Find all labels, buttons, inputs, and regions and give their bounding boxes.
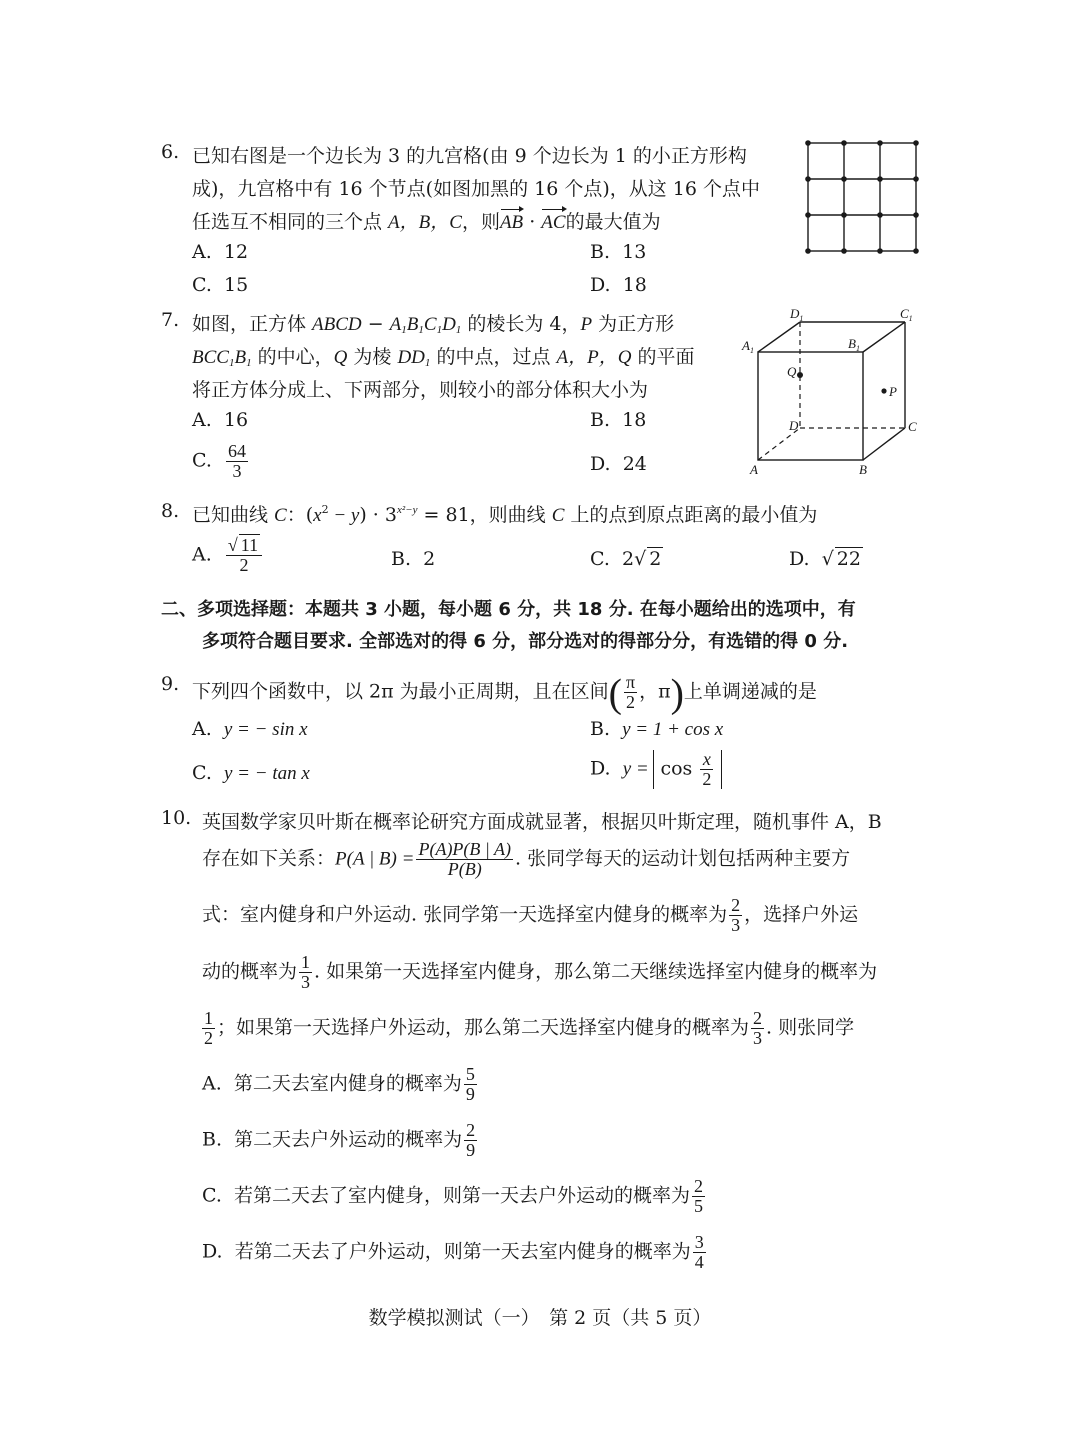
q6-option-c: C. 15	[192, 274, 249, 296]
q10-line4: 动的概率为 $\frac{1}{3}$ . 如果第一天选择室内健身，那么第二天继续选择室内健身的概率为	[202, 952, 878, 992]
cube-edge	[758, 322, 800, 352]
page-footer: 数学模拟测试（一） 第 2 页（共 5 页）	[368, 1307, 712, 1329]
vector-ac: AC	[541, 212, 566, 233]
q7-line2: $BCC_1B_1$ 的中心，Q 为棱 $DD_1$ 的中点，过点 A，P，Q 的平面	[192, 346, 695, 369]
q10-number: 10.	[161, 807, 192, 829]
q8-option-a: A. $\frac{√ 11}{2}$	[192, 536, 264, 575]
label-b1: $B_1$	[848, 336, 860, 353]
point-q	[797, 372, 803, 378]
cube-figure	[740, 302, 925, 482]
q6-option-d: D. 18	[590, 274, 647, 296]
q6-line3: 任选互不相同的三个点 A，B，C，则AB · AC的最大值为	[192, 211, 661, 233]
q7-line1: 如图，正方体 ABCD − $A_1B_1C_1D_1$ 的棱长为 4，P 为正方形	[192, 313, 675, 336]
q8-number: 8.	[161, 500, 180, 522]
q7-option-a: A. 16	[192, 409, 249, 431]
q10-option-c: C. 若第二天去了室内健身，则第一天去户外运动的概率为 $\frac{2}{5}$	[202, 1176, 704, 1216]
grid-outline	[808, 143, 916, 251]
q8-option-c: C. 2√ 2	[590, 548, 662, 570]
label-c: C	[908, 419, 917, 434]
grid-nodes	[805, 140, 919, 254]
q6-line1: 已知右图是一个边长为 3 的九宫格(由 9 个边长为 1 的小正方形构	[192, 145, 747, 167]
cube-front-face	[758, 352, 863, 460]
vector-ab: AB	[499, 212, 524, 233]
q7-option-d: D. 24	[590, 453, 647, 475]
label-b: B	[859, 462, 867, 477]
q7-option-c: C. $\frac{64}{3}$	[192, 441, 246, 481]
cube-edge	[863, 428, 905, 460]
label-d1: $D_1$	[790, 306, 804, 323]
q6-option-a: A. 12	[192, 241, 249, 263]
q6-option-b: B. 13	[590, 241, 647, 263]
q10-option-b: B. 第二天去户外运动的概率为 $\frac{2}{9}$	[202, 1120, 476, 1160]
q9-option-b: B. y = 1 + cos x	[590, 718, 724, 740]
q10-line1: 英国数学家贝叶斯在概率论研究方面成就显著，根据贝叶斯定理，随机事件 A，B	[202, 811, 882, 833]
label-p: P	[889, 384, 897, 399]
q8-stem: 已知曲线 C：$(x^2 - y) \cdot 3^{x^2-y} = 81$，则曲线 C 上的点到原点距离的最小值为	[192, 503, 818, 526]
label-q: Q	[787, 364, 797, 379]
q8-option-d: D. √ 22	[789, 548, 861, 570]
cube-edge	[863, 322, 905, 352]
q10-line5: $\frac{1}{2}$ ；如果第一天选择户外运动，那么第二天选择室内健身的概率为 $\frac{2}{3}$ . 则张同学	[204, 1008, 855, 1048]
q9-option-c: C. y = − tan x	[192, 762, 310, 784]
q7-number: 7.	[161, 309, 180, 331]
label-a: A	[750, 462, 758, 477]
q6-line2: 成)，九宫格中有 16 个节点(如图加黑的 16 个点)，从这 16 个点中	[192, 178, 761, 200]
q10-line2: 存在如下关系：P(A | B) = $\frac{P(A)P(B | A)}{P(B)}$ . 张同学每天的运动计划包括两种主要方	[202, 839, 851, 879]
label-c1: $C_1$	[900, 306, 913, 323]
q10-option-d: D. 若第二天去了户外运动，则第一天去室内健身的概率为 $\frac{3}{4}$	[202, 1232, 704, 1272]
q8-option-b: B. 2	[391, 548, 436, 570]
q9-stem: 下列四个函数中，以 2π 为最小正周期，且在区间( $\frac{\pi}{2}$ ，π)上单调递减的是	[192, 670, 817, 716]
q10-option-a: A. 第二天去室内健身的概率为 $\frac{5}{9}$	[202, 1064, 475, 1104]
q9-number: 9.	[161, 673, 180, 695]
q10-line3: 式：室内健身和户外运动. 张同学第一天选择室内健身的概率为 $\frac{2}{3}$ ，选择户外运	[202, 895, 859, 935]
point-p	[881, 388, 886, 393]
section2-heading-line2: 多项符合题目要求. 全部选对的得 6 分，部分选对的得部分分，有选错的得 0 分.	[202, 631, 849, 652]
label-a1: $A_1$	[742, 338, 754, 355]
q9-option-a: A. y = − sin x	[192, 718, 308, 740]
q9-option-d: D. y = cos $\frac{x}{2}$	[590, 750, 722, 789]
section2-heading-line1: 二、多项选择题：本题共 3 小题，每小题 6 分，共 18 分. 在每小题给出的选项中，有	[161, 599, 856, 620]
grid-figure	[800, 138, 922, 258]
q7-line3: 将正方体分成上、下两部分，则较小的部分体积大小为	[192, 379, 649, 401]
label-d: D	[789, 418, 799, 433]
q7-option-b: B. 18	[590, 409, 647, 431]
q6-number: 6.	[161, 141, 180, 163]
